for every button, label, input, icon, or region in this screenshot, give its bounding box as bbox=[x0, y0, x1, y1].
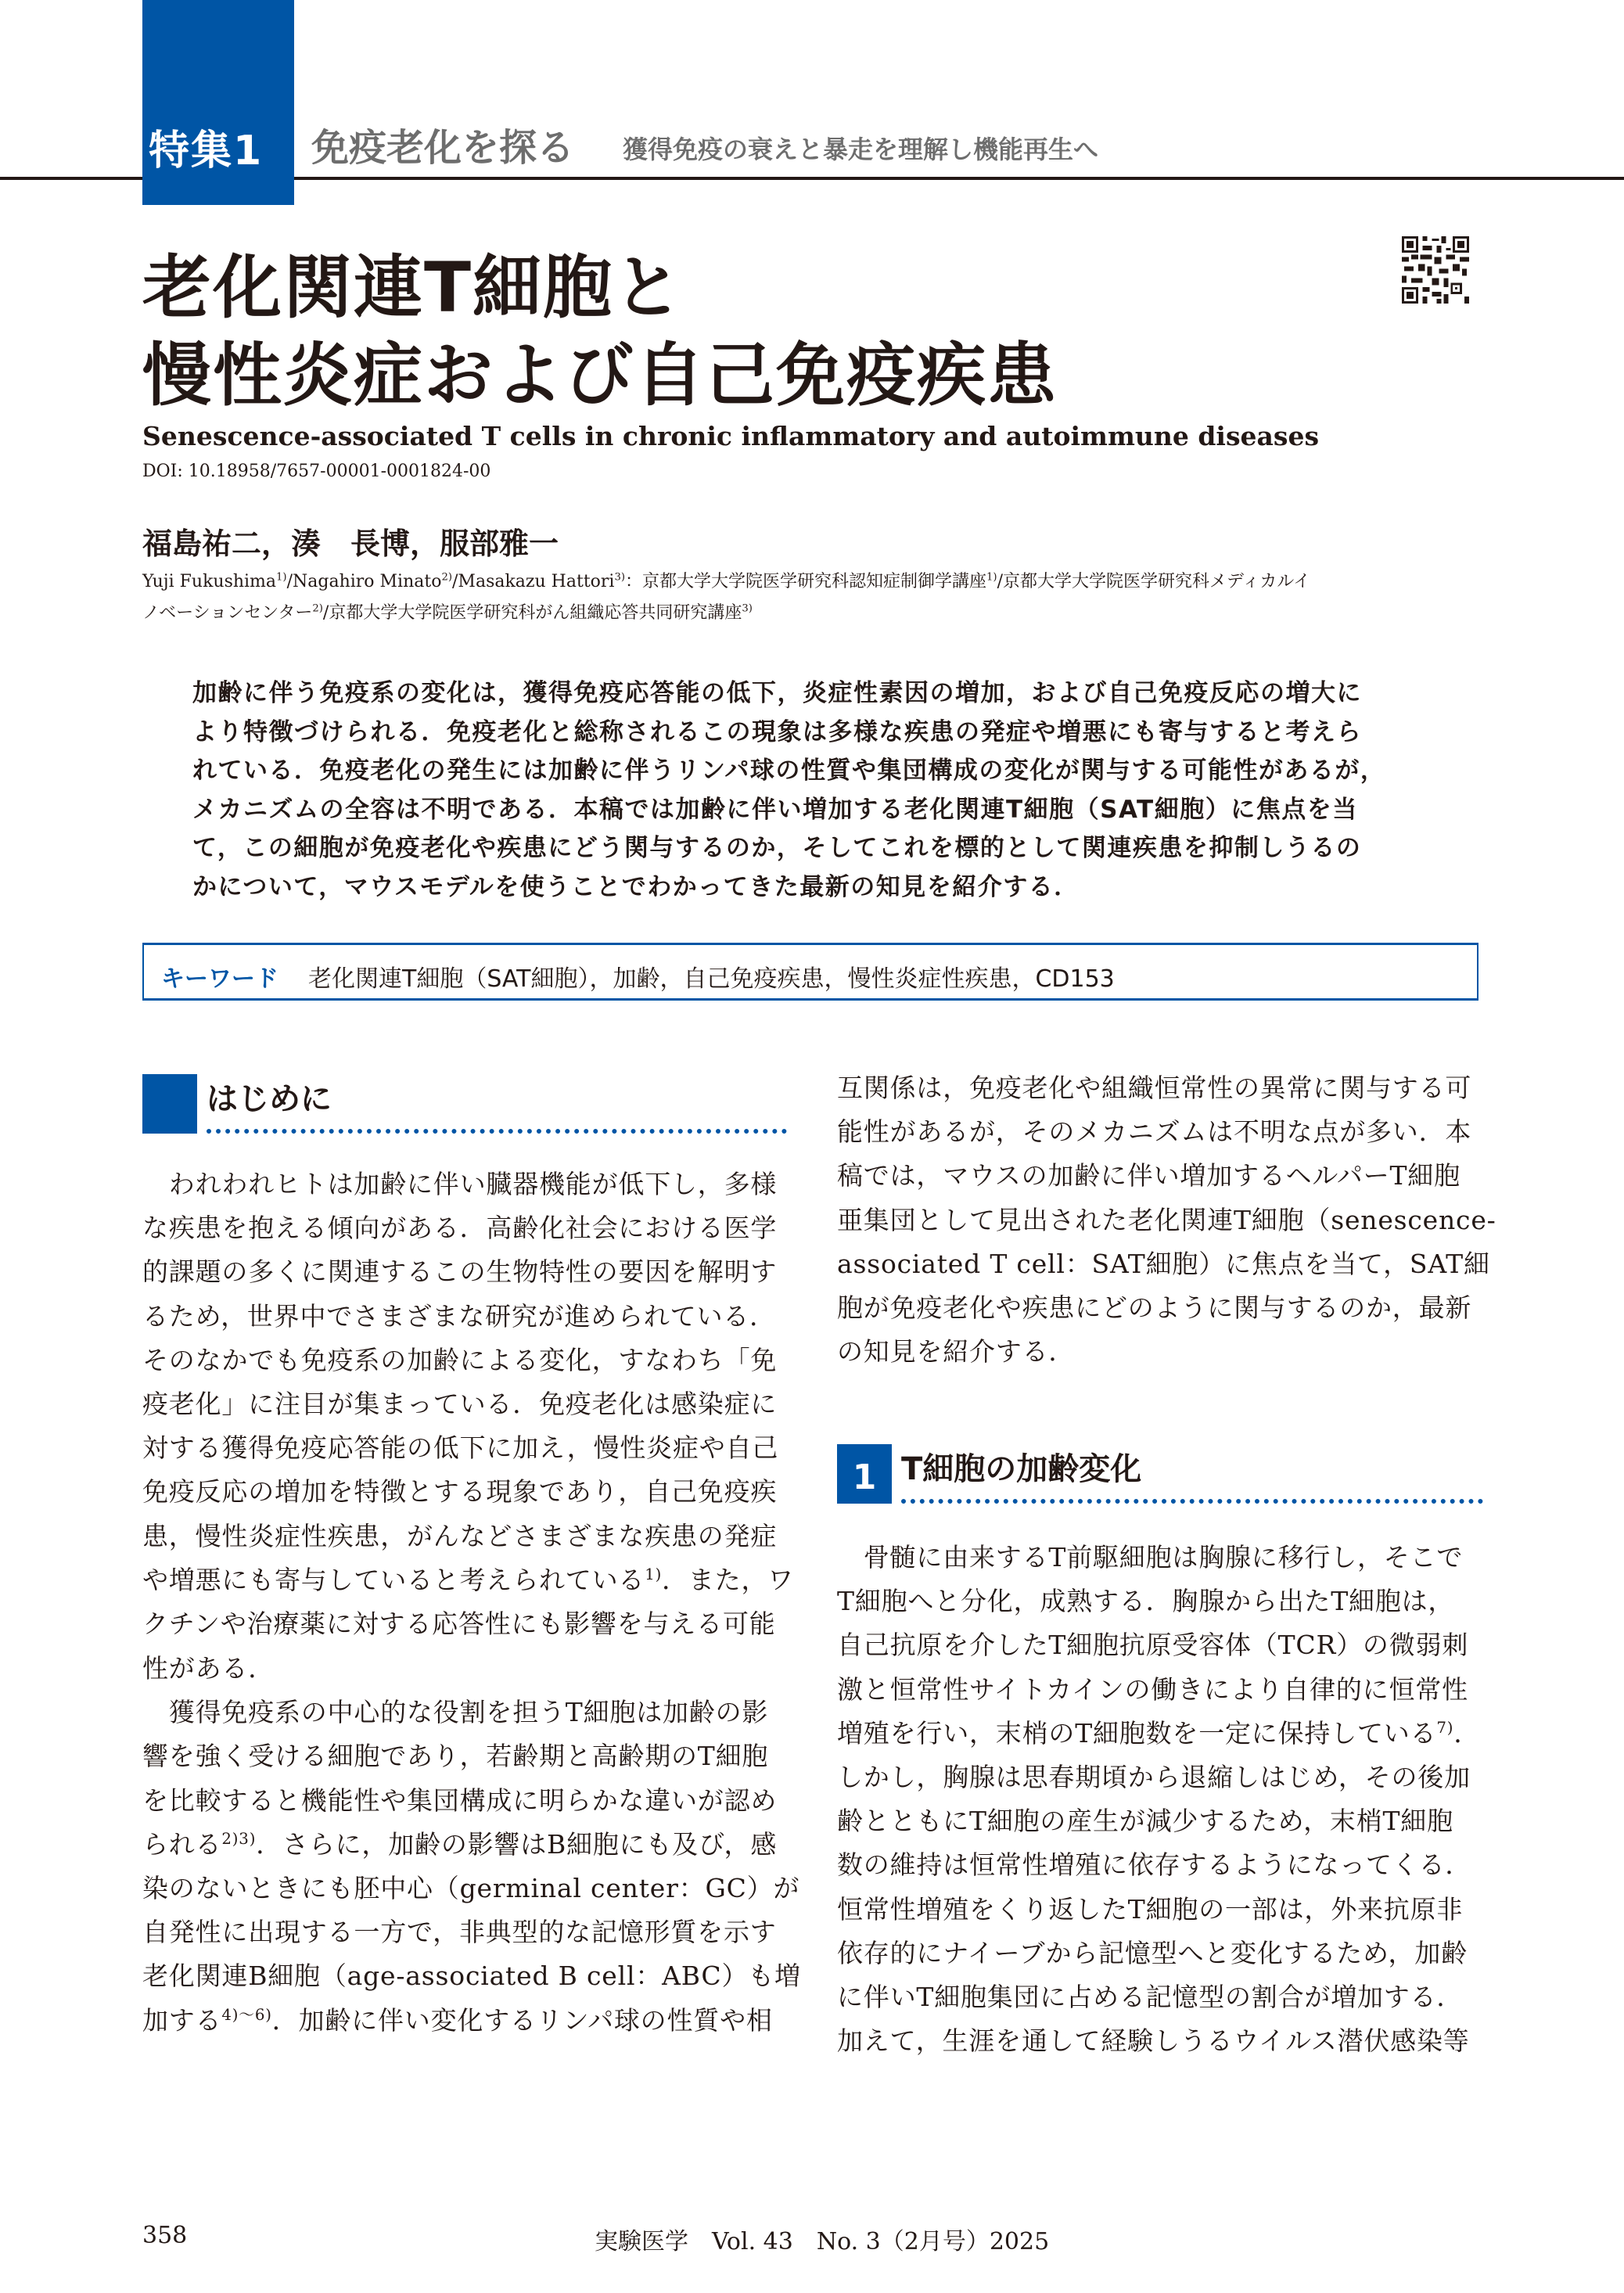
author-name: /Masakazu Hattori bbox=[452, 572, 615, 591]
body-line: を比較すると機能性や集団構成に明らかな違いが認め bbox=[142, 1784, 778, 1816]
body-line: 患，慢性炎症性疾患，がんなどさまざまな疾患の発症 bbox=[142, 1520, 778, 1551]
section-marker bbox=[142, 1074, 197, 1134]
page-number: 358 bbox=[142, 2222, 188, 2249]
author-affiliations-line-2 bbox=[142, 599, 753, 624]
article-title-line-2: 慢性炎症および自己免疫疾患 bbox=[142, 335, 1058, 415]
dotted-rule bbox=[207, 1124, 787, 1134]
body-line: 加えて，生涯を通して経験しうるウイルス潜伏感染等 bbox=[837, 2025, 1470, 2057]
body-line: に伴いT細胞集団に占める記憶型の割合が増加する． bbox=[837, 1982, 1464, 2013]
body-line: 激と恒常性サイトカインの働きにより自律的に恒常性 bbox=[837, 1673, 1468, 1705]
abstract-line: て，この細胞が免疫老化や疾患にどう関与するのか，そしてこれを標的として関連疾患を抑制しうるの bbox=[192, 834, 1362, 862]
affiliation-ref: 3) bbox=[742, 602, 753, 615]
series-title: 免疫老化を探る bbox=[311, 126, 575, 170]
section-heading-intro bbox=[142, 1074, 789, 1134]
affiliation-text: ：京都大学大学院医学研究科認知症制御学講座 bbox=[625, 572, 987, 591]
keyword-label: キーワード bbox=[161, 965, 278, 993]
affiliation-ref: 2) bbox=[441, 571, 453, 584]
abstract-line: れている．免疫老化の発生には加齢に伴うリンパ球の性質や集団構成の変化が関与する可能性があるが， bbox=[192, 757, 1386, 785]
citation-ref[interactable]: 2)3) bbox=[221, 1829, 257, 1848]
body-line: 自己抗原を介したT細胞抗原受容体（TCR）の微弱刺 bbox=[837, 1630, 1469, 1661]
body-line: 胞が免疫老化や疾患にどのように関与するのか，最新 bbox=[837, 1292, 1472, 1324]
author-affiliations-line-1 bbox=[142, 568, 1310, 592]
affiliation-text: ノベーションセンター bbox=[142, 603, 313, 623]
abstract-line: より特徴づけられる．免疫老化と総称されるこの現象は多様な疾患の発症や増悪にも寄与すると考えら bbox=[192, 717, 1362, 746]
body-line: T細胞へと分化，成熟する．胸腺から出たT細胞は， bbox=[837, 1586, 1455, 1617]
body-column-right-continued bbox=[837, 1536, 1483, 2063]
doi[interactable]: DOI: 10.18958/7657-00001-0001824-00 bbox=[142, 462, 491, 481]
section-heading-1 bbox=[837, 1444, 1483, 1504]
english-title: Senescence-associated T cells in chronic inflammatory and autoimmune diseases bbox=[142, 421, 1320, 451]
body-line: 対する獲得免疫応答能の低下に加え，慢性炎症や自己 bbox=[142, 1432, 779, 1464]
keyword-box bbox=[142, 943, 1478, 1001]
abstract bbox=[192, 674, 1444, 907]
abstract-line: 加齢に伴う免疫系の変化は，獲得免疫応答能の低下，炎症性素因の増加，および自己免疫反応の増大に bbox=[192, 679, 1362, 707]
body-line: そのなかでも免疫系の加齢による変化，すなわち「免 bbox=[142, 1344, 778, 1375]
body-line: 互関係は，免疫老化や組織恒常性の異常に関与する可 bbox=[837, 1073, 1472, 1103]
affiliation-ref: 3) bbox=[614, 571, 626, 584]
body-line: の知見を紹介する． bbox=[837, 1336, 1076, 1368]
body-text: や増悪にも寄与していると考えられている bbox=[142, 1564, 645, 1595]
body-line: 稿では，マウスの加齢に伴い増加するヘルパーT細胞 bbox=[837, 1160, 1461, 1191]
body-line: 齢とともにT細胞の産生が減少するため，末梢T細胞 bbox=[837, 1806, 1453, 1837]
body-line: 響を強く受ける細胞であり，若齢期と高齢期のT細胞 bbox=[142, 1741, 769, 1772]
body-line: われわれヒトは加齢に伴い臓器機能が低下し，多様 bbox=[142, 1169, 778, 1199]
body-line: るため，世界中でさまざまな研究が進められている． bbox=[142, 1300, 776, 1332]
body-line: 老化関連B細胞（age-associated B cell：ABC）も増 bbox=[142, 1961, 801, 1992]
series-subtitle: 獲得免疫の衰えと暴走を理解し機能再生へ bbox=[623, 135, 1099, 164]
body-line: な疾患を抱える傾向がある．高齢化社会における医学 bbox=[142, 1213, 778, 1244]
body-text: 加する bbox=[142, 2004, 222, 2036]
body-line: 免疫反応の増加を特徴とする現象であり，自己免疫疾 bbox=[142, 1476, 778, 1508]
article-title-line-1: 老化関連T細胞と bbox=[142, 247, 684, 328]
body-text: ． bbox=[1453, 1717, 1481, 1749]
body-line: 染のないときにも胚中心（germinal center：GC）が bbox=[142, 1873, 800, 1904]
body-line: 能性があるが，そのメカニズムは不明な点が多い．本 bbox=[837, 1116, 1472, 1148]
qr-code-icon[interactable] bbox=[1402, 235, 1469, 305]
body-line: 獲得免疫系の中心的な役割を担うT細胞は加齢の影 bbox=[142, 1697, 769, 1728]
body-text: ．加齢に伴い変化するリンパ球の性質や相 bbox=[271, 2004, 773, 2036]
body-line: 的課題の多くに関連するこの生物特性の要因を解明す bbox=[142, 1256, 778, 1288]
body-text: ．さらに，加齢の影響はB細胞にも及び，感 bbox=[256, 1828, 778, 1860]
body-text: 増殖を行い，末梢のT細胞数を一定に保持している bbox=[837, 1717, 1437, 1749]
affiliation-ref: 1) bbox=[986, 571, 997, 584]
body-line bbox=[142, 1558, 795, 1602]
affiliation-text: /京都大学大学院医学研究科がん組織応答共同研究講座 bbox=[322, 603, 742, 623]
body-line: 亜集団として見出された老化関連T細胞（senescence- bbox=[837, 1204, 1496, 1235]
body-line bbox=[142, 1823, 789, 1867]
body-line: 数の維持は恒常性増殖に依存するようになってくる． bbox=[837, 1849, 1472, 1881]
body-line: しかし，胸腺は思春期頃から退縮しはじめ，その後加 bbox=[837, 1762, 1471, 1793]
citation-ref[interactable]: 7) bbox=[1436, 1718, 1454, 1737]
body-line: 骨髄に由来するT前駆細胞は胸腺に移行し，そこで bbox=[837, 1542, 1464, 1572]
affiliation-text: /京都大学大学院医学研究科メディカルイ bbox=[997, 572, 1311, 591]
citation-ref[interactable]: 4)～6) bbox=[221, 2005, 272, 2024]
section-title: はじめに bbox=[207, 1081, 332, 1117]
body-line bbox=[837, 1712, 1483, 1756]
affiliation-ref: 2) bbox=[312, 602, 323, 615]
special-feature-label: 特集1 bbox=[149, 128, 264, 174]
affiliation-ref: 1) bbox=[276, 571, 287, 584]
authors-japanese: 福島祐二，湊 長博，服部雅一 bbox=[142, 527, 559, 561]
abstract-line: かについて，マウスモデルを使うことでわかってきた最新の知見を紹介する． bbox=[192, 872, 1080, 901]
journal-info: 実験医学 Vol. 43 No. 3（2月号）2025 bbox=[595, 2228, 1050, 2255]
keyword-list: 老化関連T細胞（SAT細胞），加齢，自己免疫疾患，慢性炎症性疾患，CD153 bbox=[308, 965, 1115, 993]
body-line: 恒常性増殖をくり返したT細胞の一部は，外来抗原非 bbox=[837, 1893, 1464, 1925]
body-line: 依存的にナイーブから記憶型へと変化するため，加齢 bbox=[837, 1937, 1468, 1968]
body-line: クチンや治療薬に対する応答性にも影響を与える可能 bbox=[142, 1608, 776, 1640]
body-line: 疫老化」に注目が集まっている．免疫老化は感染症に bbox=[142, 1389, 778, 1420]
abstract-line: メカニズムの全容は不明である．本稿では加齢に伴い増加する老化関連T細胞（SAT細胞）に焦点を当 bbox=[192, 795, 1358, 824]
body-line: 性がある． bbox=[142, 1653, 275, 1684]
author-name: Yuji Fukushima bbox=[142, 572, 277, 591]
body-column-left-continued bbox=[142, 1647, 801, 2043]
body-line: associated T cell：SAT細胞）に焦点を当て，SAT細 bbox=[837, 1248, 1490, 1279]
author-name: /Nagahiro Minato bbox=[286, 572, 442, 591]
body-line: 自発性に出現する一方で，非典型的な記憶形質を示す bbox=[142, 1917, 777, 1948]
citation-ref[interactable]: 1) bbox=[645, 1565, 663, 1583]
dotted-rule bbox=[901, 1494, 1483, 1504]
section-number: 1 bbox=[837, 1444, 892, 1504]
body-line bbox=[142, 1999, 789, 2043]
body-column-right bbox=[837, 1066, 1496, 1374]
section-title: T細胞の加齢変化 bbox=[901, 1451, 1142, 1487]
body-text: ．また，ワ bbox=[662, 1564, 795, 1595]
body-text: られる bbox=[142, 1828, 222, 1860]
body-column-left bbox=[142, 1163, 795, 1646]
